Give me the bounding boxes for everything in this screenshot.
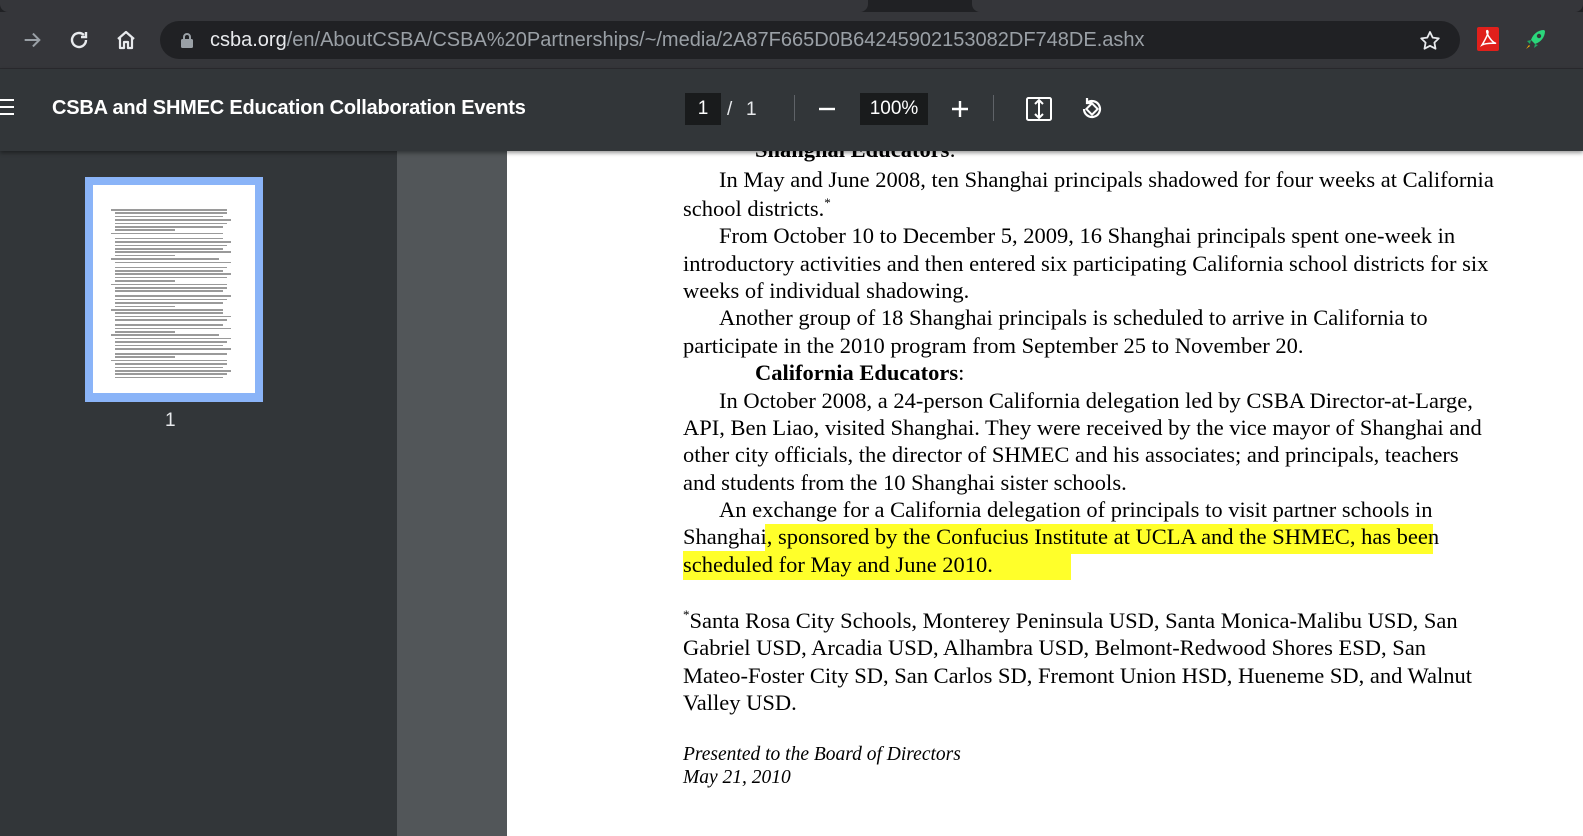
thumbnail-text-line [115, 312, 223, 314]
presented-to-line: Presented to the Board of Directors [683, 744, 961, 765]
thumbnail-text-line [111, 360, 227, 362]
toolbar-divider [794, 95, 795, 121]
zoom-in-button[interactable] [944, 93, 976, 125]
thumbnail-text-line [111, 309, 223, 311]
pdf-toolbar [0, 69, 1583, 151]
url-path: /en/AboutCSBA/CSBA%20Partnerships/~/media/2A87F665D0B64245902153082DF748DE.ashx [286, 29, 1145, 51]
highlighted-line: Shanghai, sponsored by the Confucius Institute at UCLA and the SHMEC, has been [683, 524, 1440, 549]
thumbnail-text-line [111, 258, 219, 260]
paragraph-line: Another group of 18 Shanghai principals is scheduled to arrive in California to [719, 305, 1428, 330]
thumbnail-text-line [115, 238, 223, 240]
paragraph-line: other city officials, the director of SHMEC and his associates; and principals, teachers [683, 442, 1459, 467]
adobe-acrobat-icon [1475, 25, 1501, 53]
paragraph-line [683, 196, 831, 222]
thumbnail-text-line [115, 299, 227, 301]
thumbnail-text-line [115, 319, 227, 321]
thumbnail-text-line [115, 302, 223, 304]
thumbnail-text-line [115, 262, 231, 264]
thumbnail-text-line [111, 233, 223, 235]
browser-tab[interactable] [0, 0, 868, 12]
paragraph-line: An exchange for a California delegation of principals to visit partner schools in [719, 497, 1433, 522]
browser-tab[interactable] [972, 0, 1583, 12]
thumbnail-text-line [115, 345, 223, 347]
thumbnail-text-line [115, 241, 231, 243]
paragraph-line: participate in the 2010 program from September 25 to November 20. [683, 333, 1304, 358]
document-viewer[interactable] [397, 151, 1583, 836]
thumbnail-text-line [115, 226, 223, 228]
pdf-page [507, 151, 1583, 836]
paragraph-line: introductory activities and then entered six participating California school districts for six [683, 251, 1489, 276]
section-heading [755, 360, 964, 386]
toolbar-divider [993, 95, 994, 121]
section-heading-bold: California Educators [755, 360, 959, 385]
footnote-marker: * [683, 607, 690, 622]
plus-icon [949, 98, 971, 120]
thumbnail-text-line [115, 306, 175, 308]
thumbnail-text-line [115, 216, 223, 218]
minus-icon [816, 98, 838, 120]
thumbnail-text-line [115, 316, 231, 318]
thumbnail-text-line [115, 377, 223, 379]
thumbnail-text-line [115, 363, 227, 365]
heading-colon: : [958, 360, 965, 385]
paragraph-line: API, Ben Liao, visited Shanghai. They were received by the vice mayor of Shanghai and [683, 415, 1482, 440]
thumbnail-text-line [115, 348, 231, 350]
paragraph-line: In October 2008, a 24-person California delegation led by CSBA Director-at-Large, [719, 388, 1473, 413]
footnote-line: Gabriel USD, Arcadia USD, Alhambra USD, Belmont-Redwood Shores ESD, San [683, 635, 1427, 660]
rocket-extension-icon [1522, 25, 1550, 53]
thumbnail-text-line [115, 219, 231, 221]
paragraph-line: From October 10 to December 5, 2009, 16 Shanghai principals spent one-week in [719, 223, 1456, 248]
thumbnail-text-line [115, 373, 227, 375]
thumbnail-text-line [115, 255, 175, 257]
date-line: May 21, 2010 [683, 767, 791, 788]
footnote-line: Valley USD. [683, 690, 797, 715]
thumbnail-text-line [115, 280, 175, 282]
page-number-input[interactable]: 1 [685, 93, 721, 125]
thumbnail-text-line [115, 273, 231, 275]
line-text: school districts. [683, 196, 825, 221]
rotate-button[interactable] [1076, 93, 1108, 125]
thumbnail-text-line [115, 287, 227, 289]
rocket-extension[interactable] [1522, 25, 1548, 53]
total-pages: 1 [746, 99, 757, 120]
paragraph-line: In May and June 2008, ten Shanghai principals shadowed for four weeks at California [719, 167, 1494, 192]
paragraph-line: and students from the 10 Shanghai sister schools. [683, 470, 1127, 495]
home-icon [114, 28, 138, 52]
url-text[interactable] [210, 29, 1145, 52]
thumbnail-text-line [115, 356, 175, 358]
page-thumbnail[interactable] [85, 177, 263, 402]
fit-page-button[interactable] [1023, 93, 1055, 125]
thumbnail-text-line [115, 367, 223, 369]
thumbnail-text-line [115, 277, 227, 279]
footnote-line: Mateo-Foster City SD, San Carlos SD, Fremont Union HSD, Hueneme SD, and Walnut [683, 663, 1472, 688]
thumbnail-page-number: 1 [165, 410, 176, 431]
document-title: CSBA and SHMEC Education Collaboration Events [52, 97, 526, 119]
thumbnail-text-line [115, 251, 231, 253]
footnote-line [683, 608, 1458, 634]
lock-icon[interactable] [180, 32, 194, 49]
thumbnail-text-line [115, 245, 227, 247]
reload-icon [67, 28, 91, 52]
thumbnail-text-line [115, 353, 227, 355]
thumbnail-text-line [115, 295, 231, 297]
thumbnail-text-line [115, 341, 227, 343]
thumbnail-sidebar [0, 151, 397, 836]
thumbnail-text-line [111, 284, 227, 286]
fit-page-icon [1025, 96, 1053, 122]
browser-toolbar [0, 12, 1583, 69]
thumbnail-text-line [115, 370, 231, 372]
reload-button[interactable] [65, 26, 93, 54]
tab-strip [0, 0, 1583, 12]
thumbnail-text-line [115, 267, 227, 269]
thumbnail-text-line [115, 248, 223, 250]
thumbnail-text-line [111, 209, 227, 211]
thumbnail-text-line [115, 324, 223, 326]
thumbnail-text-line [115, 270, 223, 272]
address-bar[interactable] [160, 21, 1460, 59]
forward-button[interactable] [18, 26, 46, 54]
adobe-acrobat-extension[interactable] [1475, 25, 1501, 53]
url-host: csba.org [210, 29, 287, 51]
highlighted-line: scheduled for May and June 2010. [683, 552, 993, 577]
thumbnail-text-line [115, 223, 227, 225]
thumbnail-text-line [115, 328, 231, 330]
zoom-input[interactable]: 100% [860, 93, 928, 125]
footnote-marker: * [824, 195, 831, 210]
rotate-icon [1078, 95, 1106, 123]
thumbnail-text-line [115, 229, 175, 231]
thumbnail-text-line [115, 212, 227, 214]
paragraph-line: weeks of individual shadowing. [683, 278, 970, 303]
line-text: Santa Rosa City Schools, Monterey Peninsula USD, Santa Monica-Malibu USD, San [689, 608, 1458, 633]
thumbnail-text-line [111, 334, 219, 336]
thumbnail-text-line [115, 338, 231, 340]
zoom-out-button[interactable] [811, 93, 843, 125]
menu-icon[interactable] [0, 99, 14, 120]
home-button[interactable] [112, 26, 140, 54]
page-separator: / [727, 99, 733, 120]
star-icon[interactable] [1418, 29, 1442, 53]
thumbnail-page[interactable] [93, 185, 255, 393]
thumbnail-text-line [115, 331, 175, 333]
forward-icon [21, 29, 43, 51]
thumbnail-text-line [115, 290, 223, 292]
